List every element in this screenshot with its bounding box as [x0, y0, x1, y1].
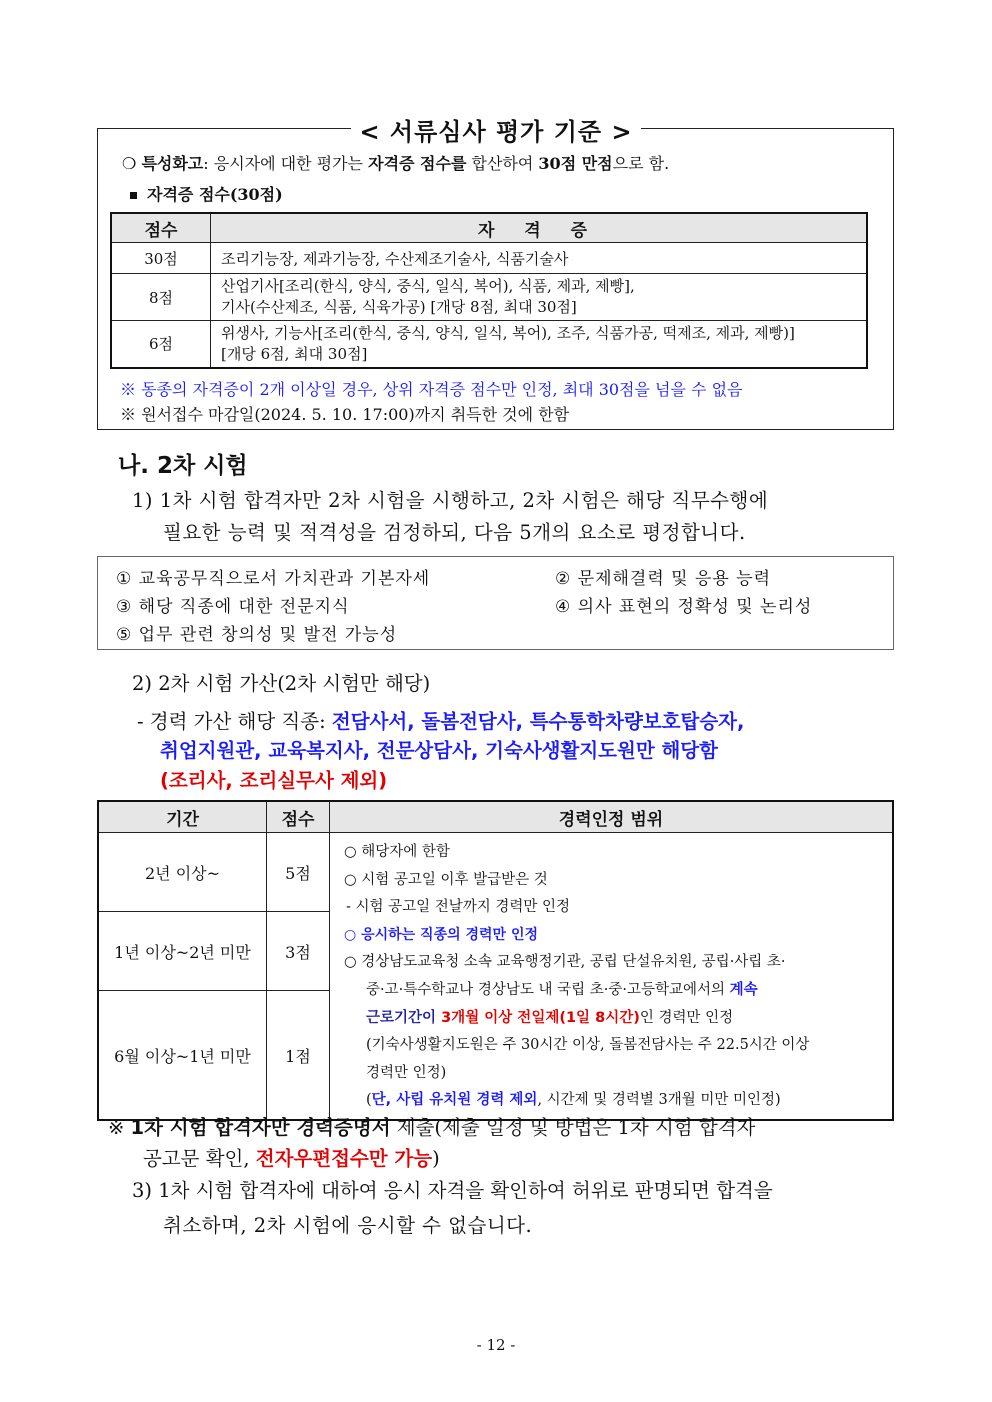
line1-text-e: 으로 함. [612, 154, 670, 173]
certificate-line: [개당 6점, 최대 30점] [221, 344, 368, 363]
note-same-kind: ※ 동종의 자격증이 2개 이상일 경우, 상위 자격증 점수만 인정, 최대 30점을 넘을 수 없음 [120, 380, 743, 399]
option-5: ⑤ 업무 관련 창의성 및 발전 가능성 [116, 625, 398, 645]
score-header: 점수 [111, 213, 211, 243]
career-prefix: - 경력 가산 해당 직종: [137, 710, 332, 733]
score-cell: 6점 [111, 321, 211, 368]
option-3: ③ 해당 직종에 대한 전문지식 [116, 597, 350, 617]
score-cell: 30점 [111, 243, 211, 274]
paragraph-1-line-2: 필요한 능력 및 적격성을 검정하되, 다음 5개의 요소로 평정합니다. [163, 521, 746, 544]
range-line-6-b: 계속 [729, 981, 758, 998]
range-line: ○ 응시하는 직종의 경력만 인정 [344, 926, 538, 943]
paragraph-3-line-2: 취소하며, 2차 시험에 응시할 수 없습니다. [163, 1214, 533, 1237]
cert-score-subheading-text: 자격증 점수(30점) [147, 185, 283, 204]
range-line-10-b: 단, 사립 유치원 경력 제외 [371, 1092, 538, 1109]
line1-text-b: 자격증 점수를 [368, 154, 467, 173]
paragraph-2: 2) 2차 시험 가산(2차 시험만 해당) [132, 672, 431, 695]
certificate-score-table [110, 212, 868, 369]
table-row [111, 243, 867, 274]
table-row [111, 321, 867, 368]
career-line-3: (조리사, 조리실무사 제외) [160, 769, 388, 792]
table-header-row [98, 801, 893, 833]
range-line-7-c: 인 경력만 인정 [639, 1009, 734, 1026]
range-line: (기숙사생활지도원은 주 30시간 이상, 돌봄전담사는 주 22.5시간 이상 [366, 1037, 810, 1054]
range-line-6-a: 중·고·특수학교나 경상남도 내 국립 초·중·고등학교에서의 [366, 981, 730, 998]
note-text: ) [432, 1147, 440, 1170]
certificate-submission-note-1 [108, 1112, 755, 1140]
range-header: 경력인정 범위 [330, 801, 894, 833]
range-line: ○ 해당자에 한함 [344, 844, 450, 860]
range-line [344, 977, 884, 1005]
cert-score-subheading [130, 182, 283, 205]
period-cell: 2년 이상~ [98, 833, 267, 912]
range-line: 경력만 인정) [366, 1064, 447, 1081]
range-cell [330, 833, 894, 1120]
score-cell: 5점 [267, 833, 330, 912]
certificate-cell: 조리기능장, 제과기능장, 수산제조기술사, 식품기술사 [211, 243, 868, 274]
note-text: 공고문 확인, [143, 1147, 256, 1170]
range-line-10-c: , 시간제 및 경력별 3개월 미만 미인정) [537, 1092, 781, 1109]
page-number: - 12 - [476, 1336, 516, 1354]
specialized-high-line [122, 151, 669, 174]
circle-bullet-icon: ❍ [122, 154, 137, 173]
certificate-line: 기사(수산제조, 식품, 식육가공) [개당 8점, 최대 30점] [221, 298, 577, 316]
note-text: 제출(제출 일정 및 방법은 1차 시험 합격자 [390, 1116, 756, 1139]
line1-text-c: 합산하여 [466, 154, 539, 173]
range-line-7-b: 3개월 이상 전일제(1일 8시간) [441, 1009, 640, 1026]
range-line: ○ 시험 공고일 이후 발급받은 것 [344, 871, 548, 888]
range-line [344, 1005, 884, 1033]
range-line: ○ 경상남도교육청 소속 교육행정기관, 공립 단설유치원, 공립·사립 초· [344, 954, 786, 971]
career-jobs-1: 전담사서, 돌봄전담사, 특수통학차량보호탑승자, [331, 710, 745, 733]
career-line-1 [137, 706, 744, 734]
period-header: 기간 [98, 801, 267, 833]
option-1: ① 교육공무직으로서 가치관과 기본자세 [116, 569, 431, 589]
score-cell: 1점 [267, 991, 330, 1120]
score-cell: 8점 [111, 274, 211, 321]
evaluation-criteria-title-wrap [0, 112, 992, 147]
certificate-cell [211, 321, 868, 368]
evaluation-criteria-title: < 서류심사 평가 기준 > [351, 112, 640, 147]
option-4: ④ 의사 표현의 정확성 및 논리성 [555, 597, 813, 617]
section-heading: 나. 2차 시험 [118, 453, 248, 479]
table-header-row [111, 213, 867, 243]
note-mark: ※ [108, 1116, 131, 1139]
certificate-submission-note-2 [143, 1143, 440, 1171]
range-line-10-a: ( [366, 1092, 372, 1109]
line1-text-d: 30점 만점 [538, 154, 613, 173]
table-row [98, 833, 893, 912]
certificate-line: 위생사, 기능사[조리(한식, 중식, 양식, 일식, 복어), 조주, 식품가공, 떡제조, 제과, 제빵)] [221, 323, 795, 342]
note-bold: 1차 시험 합격자만 경력증명서 [130, 1116, 391, 1139]
period-cell: 6월 이상~1년 미만 [98, 991, 267, 1120]
certificate-header: 자 격 증 [211, 213, 868, 243]
career-bonus-table [97, 800, 894, 1121]
note-deadline: ※ 원서접수 마감일(2024. 5. 10. 17:00)까지 취득한 것에 한함 [120, 405, 570, 424]
table-row [111, 274, 867, 321]
specialized-high-label: 특성화고 [141, 154, 204, 173]
certificate-cell [211, 274, 868, 321]
certificate-line: 산업기사[조리(한식, 양식, 중식, 일식, 복어), 식품, 제과, 제빵], [221, 277, 635, 295]
score-header: 점수 [267, 801, 330, 833]
square-bullet-icon [130, 192, 137, 199]
range-line [344, 1087, 884, 1115]
line1-text-a: : 응시자에 대한 평가는 [203, 154, 369, 173]
range-line-7-a: 근로기간이 [366, 1009, 442, 1026]
email-only-text: 전자우편접수만 가능 [255, 1147, 433, 1170]
range-line: - 시험 공고일 전날까지 경력만 인정 [346, 899, 571, 916]
paragraph-1-line-1: 1) 1차 시험 합격자만 2차 시험을 시행하고, 2차 시험은 해당 직무수행에 [132, 489, 769, 512]
career-line-2: 취업지원관, 교육복지사, 전문상담사, 기숙사생활지도원만 해당함 [160, 739, 718, 762]
option-2: ② 문제해결력 및 응용 능력 [555, 569, 772, 589]
paragraph-3-line-1: 3) 1차 시험 합격자에 대하여 응시 자격을 확인하여 허위로 판명되면 합격을 [132, 1179, 773, 1202]
score-cell: 3점 [267, 912, 330, 991]
period-cell: 1년 이상~2년 미만 [98, 912, 267, 991]
